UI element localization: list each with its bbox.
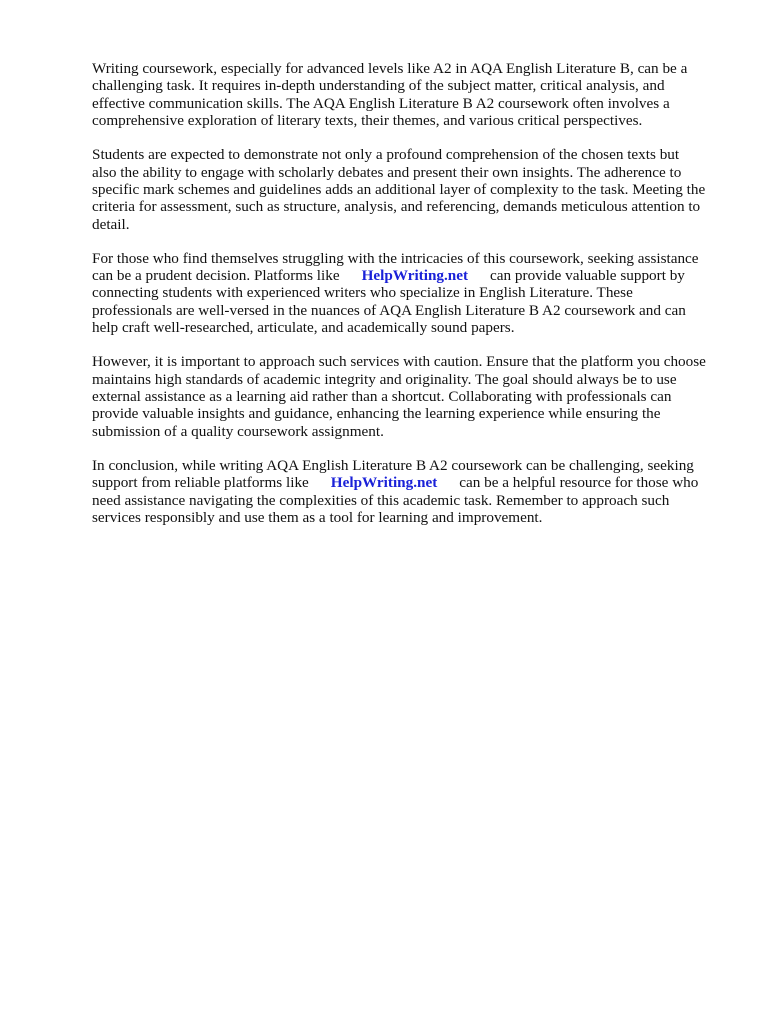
paragraph-expectations: Students are expected to demonstrate not only a profound comprehension of the chosen texts but also the ability to engage with scholarly debates and present their own insights. The adherence to specific mark schemes and guidelines adds an additional layer of complexity to the task. Meeting the criteria for assessment, such as structure, analysis, and referencing, demands meticulous attention to detail. bbox=[92, 146, 706, 233]
paragraph-intro: Writing coursework, especially for advanced levels like A2 in AQA English Literature B, can be a challenging task. It requires in-depth understanding of the subject matter, critical analysis, and effective communication skills. The AQA English Literature B A2 coursework often involves a comprehensive exploration of literary texts, their themes, and various critical perspectives. bbox=[92, 60, 688, 130]
paragraph-caution: However, it is important to approach such services with caution. Ensure that the platform you choose maintains high standards of academic integrity and originality. The goal should always be to use external assistance as a learning aid rather than a shortcut. Collaborating with professionals can provide valuable insights and guidance, enhancing the learning experience while ensuring the submission of a quality coursework assignment. bbox=[92, 353, 706, 440]
paragraph-conclusion-text-before: In conclusion, while writing AQA English Literature B A2 coursework can be challenging, seeking support from reliable platforms like bbox=[92, 456, 694, 492]
paragraph-conclusion bbox=[92, 457, 724, 527]
paragraph-conclusion-text-after: can be a helpful resource for those who need assistance navigating the complexities of this academic task. Remember to approach such services responsibly and use them as a tool for learning and improvement. bbox=[92, 474, 699, 526]
paragraph-assistance bbox=[92, 250, 724, 337]
paragraph-assistance-text-after: can provide valuable support by connecting students with experienced writers who specialize in English Literature. These professionals are well-versed in the nuances of AQA English Literature B A2 coursework and can help craft well-researched, articulate, and academically sound papers. bbox=[92, 267, 686, 337]
helpwriting-link[interactable]: HelpWriting.net bbox=[330, 474, 438, 492]
helpwriting-link[interactable]: HelpWriting.net bbox=[361, 267, 469, 285]
document-body bbox=[92, 60, 724, 543]
paragraph-assistance-text-before: For those who find themselves struggling with the intricacies of this coursework, seeking assistance can be a prudent decision. Platforms like bbox=[92, 249, 699, 285]
